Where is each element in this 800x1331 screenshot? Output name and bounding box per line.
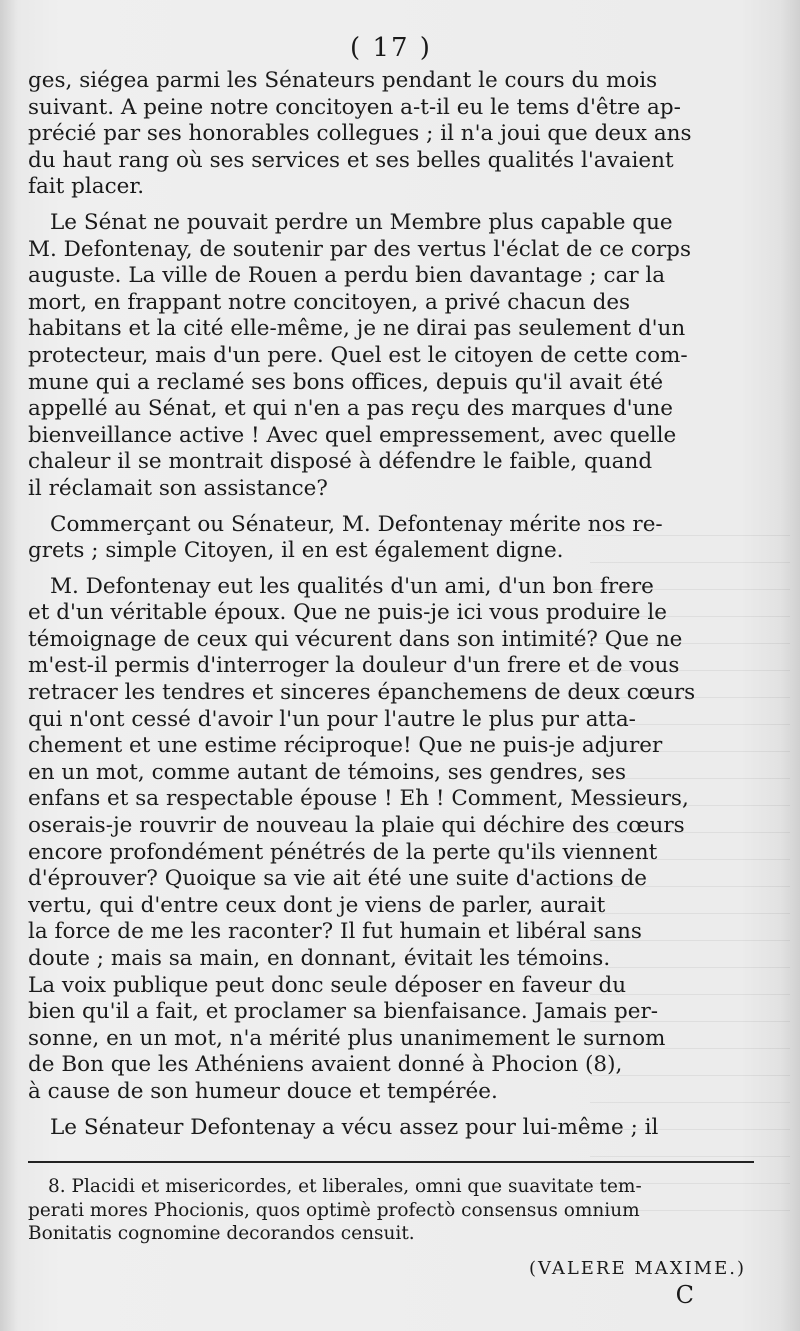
text-line: d'éprouver? Quoique sa vie ait été une suite d'actions de [28,866,647,892]
text-line: Commerçant ou Sénateur, M. Defontenay mérite nos re- [50,511,663,537]
text-line: retracer les tendres et sinceres épanchemens de deux cœurs [28,680,696,706]
text-line: ges, siégea parmi les Sénateurs pendant le cours du mois [28,68,658,93]
text-line: M. Defontenay, de soutenir par des vertus l'éclat de ce corps [28,236,691,262]
text-line: bienveillance active ! Avec quel empressement, avec quelle [28,422,677,448]
text-line: enfans et sa respectable épouse ! Eh ! Comment, Messieurs, [28,786,689,812]
text-line: chement et une estime réciproque! Que ne puis-je adjurer [28,733,663,759]
paragraph-3 [28,512,754,565]
footnote-line: 8. Placidi et misericordes, et liberales, omni que suavitate tem- [48,1176,642,1198]
text-line: appellé au Sénat, et qui n'en a pas reçu des marques d'une [28,396,673,422]
text-line: mune qui a reclamé ses bons offices, depuis qu'il avait été [28,369,664,395]
text-line: témoignage de ceux qui vécurent dans son intimité? Que ne [28,626,683,652]
page-number: ( 17 ) [350,33,432,63]
text-line: bien qu'il a fait, et proclamer sa bienfaisance. Jamais per- [28,999,658,1025]
text-line: protecteur, mais d'un pere. Quel est le citoyen de cette com- [28,342,688,368]
text-line: chaleur il se montrait disposé à défendre le faible, quand [28,449,653,475]
text-line: m'est-il permis d'interroger la douleur d'un frere et de vous [28,653,680,679]
text-line: mort, en frappant notre concitoyen, a privé chacun des [28,289,631,315]
text-line: en un mot, comme autant de témoins, ses gendres, ses [28,759,626,785]
text-line: La voix publique peut donc seule déposer en faveur du [28,972,627,998]
text-line: précié par ses honorables collegues ; il n'a joui que deux ans [28,121,692,147]
text-line: Le Sénateur Defontenay a vécu assez pour lui-même ; il [50,1114,659,1140]
text-line: qui n'ont cessé d'avoir l'un pour l'autre le plus pur atta- [28,706,636,732]
text-line: fait placer. [28,174,145,200]
text-line: la force de me les raconter? Il fut humain et libéral sans [28,919,642,945]
paragraph-1 [28,68,754,201]
paragraph-5 [28,1115,754,1142]
text-line: doute ; mais sa main, en donnant, évitait les témoins. [28,946,611,971]
paragraph-2 [28,210,754,503]
footnote-line: perati mores Phocionis, quos optimè profectò consensus omnium [28,1199,640,1221]
text-line: de Bon que les Athéniens avaient donné à Phocion (8), [28,1052,623,1078]
text-line: du haut rang où ses services et ses belles qualités l'avaient [28,147,674,173]
paragraph-4 [28,574,754,1106]
text-line: vertu, qui d'entre ceux dont je viens de parler, aurait [28,892,606,918]
text-line: M. Defontenay eut les qualités d'un ami, d'un bon frere [50,573,654,599]
body-text [28,68,754,1141]
signature-mark: C [675,1280,694,1309]
text-line: auguste. La ville de Rouen a perdu bien davantage ; car la [28,263,666,289]
text-line: grets ; simple Citoyen, il en est également digne. [28,538,564,564]
text-line: il réclamait son assistance? [28,475,328,501]
text-line: et d'un véritable époux. Que ne puis-je ici vous produire le [28,600,667,626]
footnote-attribution: (VALERE MAXIME.) [529,1257,746,1279]
text-line: Le Sénat ne pouvait perdre un Membre plus capable que [50,209,673,235]
text-line: encore profondément pénétrés de la perte qu'ils viennent [28,839,658,865]
text-line: suivant. A peine notre concitoyen a-t-il eu le tems d'être ap- [28,94,681,120]
text-line: sonne, en un mot, n'a mérité plus unanimement le surnom [28,1025,666,1051]
footnote-divider [28,1161,754,1163]
text-line: habitans et la cité elle-même, je ne dirai pas seulement d'un [28,316,686,342]
text-line: à cause de son humeur douce et tempérée. [28,1078,498,1104]
footnote [28,1175,754,1246]
text-line: oserais-je rouvrir de nouveau la plaie qui déchire des cœurs [28,813,685,839]
footnote-line: Bonitatis cognomine decorandos censuit. [28,1223,415,1245]
